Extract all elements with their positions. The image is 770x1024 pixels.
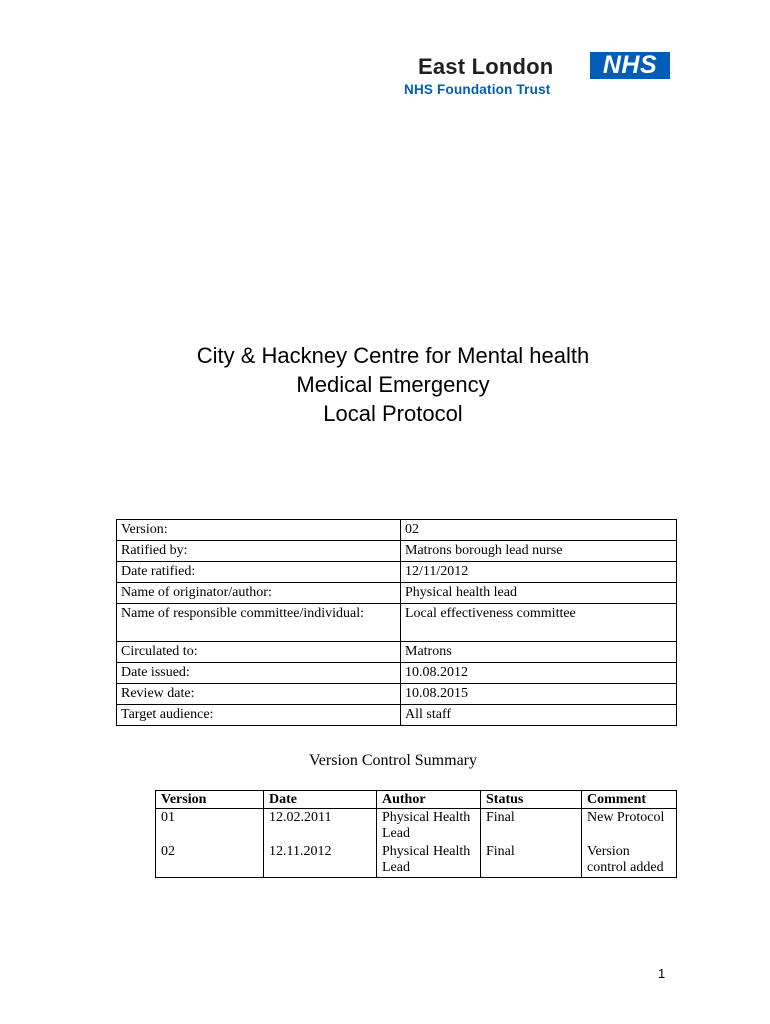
date-cell: 12.02.2011 xyxy=(264,809,377,844)
logo-trust-name: NHS Foundation Trust xyxy=(404,82,551,97)
info-value: 02 xyxy=(401,520,677,541)
page-number: 1 xyxy=(658,966,666,981)
info-label: Name of responsible committee/individual: xyxy=(117,604,401,642)
nhs-badge xyxy=(590,52,670,79)
comment-cell: New Protocol xyxy=(582,809,677,844)
nhs-badge-text: NHS xyxy=(602,51,658,79)
info-value: 10.08.2012 xyxy=(401,663,677,684)
column-header: Date xyxy=(264,791,377,809)
info-value: Local effectiveness committee xyxy=(401,604,677,642)
author-cell: Physical Health Lead xyxy=(377,843,481,878)
version-cell: 02 xyxy=(156,843,264,878)
table-row xyxy=(156,809,677,844)
comment-cell: Version control added xyxy=(582,843,677,878)
document-info-table xyxy=(116,519,677,726)
info-row xyxy=(117,663,677,684)
table-row xyxy=(156,843,677,878)
info-row xyxy=(117,562,677,583)
trust-logo xyxy=(404,50,670,100)
version-cell: 01 xyxy=(156,809,264,844)
column-header: Author xyxy=(377,791,481,809)
column-header: Status xyxy=(481,791,582,809)
title-line-1: City & Hackney Centre for Mental health xyxy=(196,343,590,368)
date-cell: 12.11.2012 xyxy=(264,843,377,878)
info-label: Review date: xyxy=(117,684,401,705)
info-label: Date ratified: xyxy=(117,562,401,583)
info-value: 12/11/2012 xyxy=(401,562,677,583)
info-row xyxy=(117,541,677,562)
logo-org-name: East London xyxy=(418,54,554,79)
info-row xyxy=(117,604,677,642)
version-header-row xyxy=(156,791,677,809)
info-label: Circulated to: xyxy=(117,642,401,663)
info-value: Matrons xyxy=(401,642,677,663)
info-row xyxy=(117,520,677,541)
info-label: Name of originator/author: xyxy=(117,583,401,604)
info-label: Target audience: xyxy=(117,705,401,726)
info-label: Ratified by: xyxy=(117,541,401,562)
status-cell: Final xyxy=(481,843,582,878)
info-value: 10.08.2015 xyxy=(401,684,677,705)
column-header: Version xyxy=(156,791,264,809)
info-label: Version: xyxy=(117,520,401,541)
info-value: All staff xyxy=(401,705,677,726)
info-value: Physical health lead xyxy=(401,583,677,604)
author-cell: Physical Health Lead xyxy=(377,809,481,844)
info-row xyxy=(117,642,677,663)
title-line-2: Medical Emergency xyxy=(296,372,490,397)
info-row xyxy=(117,684,677,705)
info-label: Date issued: xyxy=(117,663,401,684)
title-line-3: Local Protocol xyxy=(323,401,463,426)
column-header: Comment xyxy=(582,791,677,809)
info-row xyxy=(117,705,677,726)
document-title xyxy=(0,341,770,428)
version-control-table xyxy=(155,790,677,878)
info-value: Matrons borough lead nurse xyxy=(401,541,677,562)
version-summary-heading: Version Control Summary xyxy=(309,752,477,769)
info-row xyxy=(117,583,677,604)
status-cell: Final xyxy=(481,809,582,844)
